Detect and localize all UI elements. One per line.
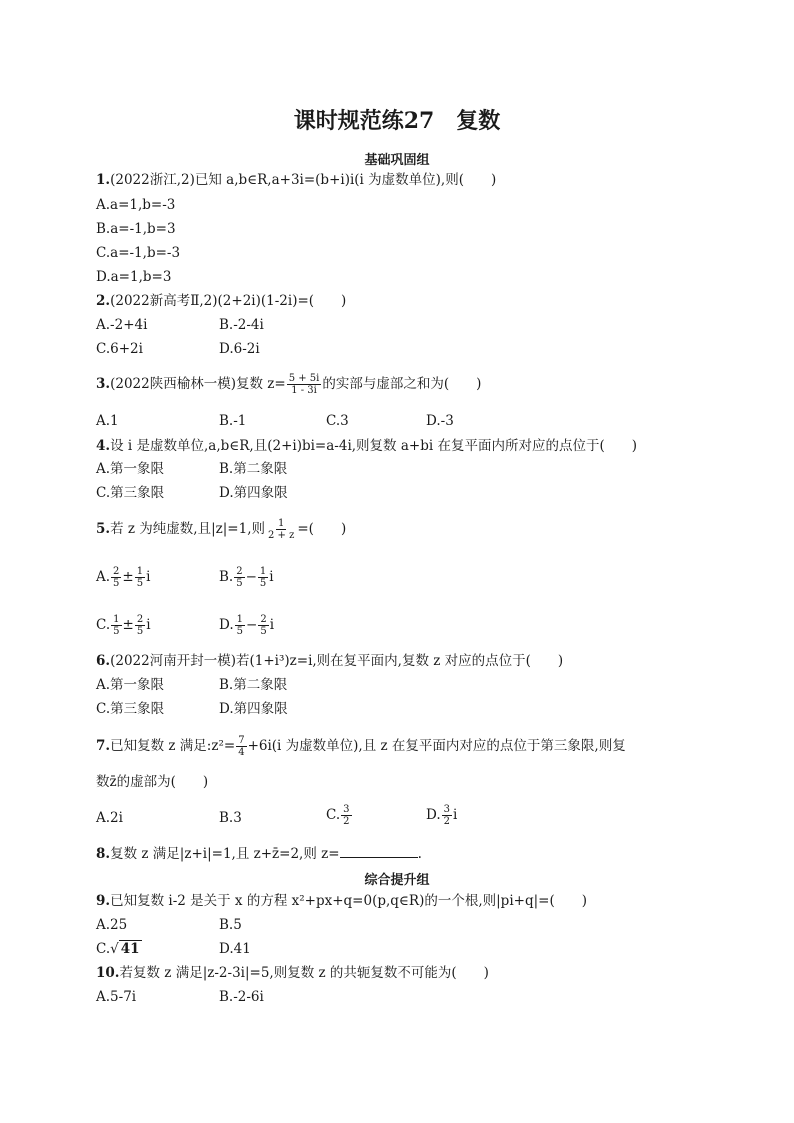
question-5 <box>96 518 346 541</box>
option-label: D. <box>219 617 234 633</box>
fraction-numerator: 1 <box>113 614 120 625</box>
operator: ± <box>122 569 134 585</box>
option-label: C. <box>96 941 111 957</box>
fraction <box>236 735 246 758</box>
q3-option-a: A.1 <box>96 413 119 429</box>
section-advanced-heading: 综合提升组 <box>364 873 430 888</box>
option-label: D. <box>426 807 441 823</box>
fraction-numerator: 5 + 5i <box>288 373 320 384</box>
fraction-denominator: 5 <box>113 626 120 637</box>
fraction-denominator: 5 <box>136 626 144 637</box>
q3-option-c: C.3 <box>326 413 349 429</box>
q6-option-c: C.第三象限 <box>96 701 165 717</box>
q4-option-d: D.第四象限 <box>219 485 288 501</box>
imaginary-unit: i <box>269 617 275 633</box>
fraction-numerator: 1 <box>259 566 267 577</box>
fraction-denominator: 5 <box>236 578 243 589</box>
fraction <box>287 373 322 396</box>
fraction-numerator: 7 <box>238 735 245 746</box>
q5-option-d <box>219 614 274 637</box>
question-number: 10. <box>96 965 120 981</box>
q2-option-b: B.-2-4i <box>219 317 264 333</box>
question-stem: (2022浙江,2)已知 a,b∈R,a+3i=(b+i)i(i 为虚数单位),则( ) <box>110 172 497 188</box>
question-stem-end: =( ) <box>297 521 347 537</box>
fraction <box>258 614 268 637</box>
page-title: 课时规范练27 复数 <box>293 108 501 134</box>
q1-option-b: B.a=-1,b=3 <box>96 221 176 237</box>
q7-option-c <box>326 804 353 827</box>
question-1 <box>96 171 496 189</box>
question-stem: 复数 z 满足|z+i|=1,且 z+z̄=2,则 z= <box>110 846 340 862</box>
question-number: 7. <box>96 738 111 754</box>
question-number: 4. <box>96 438 111 454</box>
question-9 <box>96 892 587 910</box>
question-stem: (2022新高考Ⅱ,2)(2+2i)(1-2i)=( ) <box>110 293 347 309</box>
q2-option-c: C.6+2i <box>96 341 143 357</box>
q9-option-d: D.41 <box>219 941 251 957</box>
fraction <box>111 566 121 589</box>
fraction-numerator: 1 <box>136 566 144 577</box>
question-stem: (2022陕西榆林一模)复数 z= <box>110 376 286 392</box>
operator: − <box>246 617 258 633</box>
option-label: B. <box>219 569 234 585</box>
fraction <box>442 804 452 827</box>
question-number: 8. <box>96 846 111 862</box>
fraction-denominator: 5 <box>136 578 144 589</box>
imaginary-unit: i <box>146 569 151 585</box>
q4-option-b: B.第二象限 <box>219 461 288 477</box>
q5-option-c <box>96 614 151 637</box>
imaginary-unit: i <box>453 807 458 823</box>
fraction-denominator: 2 + z <box>267 530 295 541</box>
question-stem-end: . <box>417 846 422 862</box>
q6-option-d: D.第四象限 <box>219 701 288 717</box>
question-8 <box>96 845 422 863</box>
fraction-numerator: 2 <box>260 614 267 625</box>
question-stem-end: 的实部与虚部之和为( ) <box>322 376 482 392</box>
square-root: √ 41 <box>110 941 140 957</box>
imaginary-unit: i <box>146 617 151 633</box>
fraction-denominator: 4 <box>238 747 245 758</box>
fraction-denominator: 1 - 3i <box>291 385 317 396</box>
q7-option-b: B.3 <box>219 810 242 826</box>
question-7 <box>96 735 626 758</box>
question-stem: 已知复数 i-2 是关于 x 的方程 x²+px+q=0(p,q∈R)的一个根,则|pi+q|=( ) <box>110 893 587 909</box>
radicand: 41 <box>120 941 140 957</box>
option-label: A. <box>96 569 111 585</box>
question-stem: 若 z 为纯虚数,且|z|=1,则 <box>110 521 265 537</box>
fraction-denominator: 5 <box>260 626 267 637</box>
q1-option-d: D.a=1,b=3 <box>96 269 172 285</box>
q4-option-c: C.第三象限 <box>96 485 165 501</box>
fraction-numerator: 3 <box>343 804 350 815</box>
fraction-numerator: 2 <box>136 614 144 625</box>
fraction-numerator: 1 <box>236 614 244 625</box>
question-number: 3. <box>96 376 111 392</box>
q10-option-b: B.-2-6i <box>219 989 264 1005</box>
option-label: C. <box>96 617 111 633</box>
q9-option-a: A.25 <box>96 917 128 933</box>
fraction-numerator: 1 <box>277 518 285 529</box>
q1-option-a: A.a=1,b=-3 <box>96 197 176 213</box>
fraction <box>258 566 268 589</box>
q5-option-b <box>219 566 274 589</box>
fraction <box>341 804 351 827</box>
q3-option-b: B.-1 <box>219 413 247 429</box>
fraction <box>235 614 245 637</box>
fraction-denominator: 2 <box>443 816 451 827</box>
q7-option-a: A.2i <box>96 810 123 826</box>
question-stem: 设 i 是虚数单位,a,b∈R,且(2+i)bi=a-4i,则复数 a+bi 在复平面内所对应的点位于( ) <box>110 438 637 454</box>
q5-option-a <box>96 566 150 589</box>
question-stem: (2022河南开封一模)若(1+i³)z=i,则在复平面内,复数 z 对应的点位于( ) <box>110 653 564 669</box>
q6-option-b: B.第二象限 <box>219 677 288 693</box>
fraction <box>266 518 296 541</box>
question-number: 6. <box>96 653 111 669</box>
answer-blank[interactable] <box>340 845 418 858</box>
question-number: 1. <box>96 172 111 188</box>
q7-stem-line-2: 数z̄的虚部为( ) <box>96 774 209 790</box>
question-4 <box>96 437 637 455</box>
question-number: 2. <box>96 293 111 309</box>
q2-option-a: A.-2+4i <box>96 317 148 333</box>
question-2 <box>96 292 346 310</box>
q6-option-a: A.第一象限 <box>96 677 165 693</box>
fraction <box>234 566 244 589</box>
q4-option-a: A.第一象限 <box>96 461 165 477</box>
option-label: C. <box>326 807 341 823</box>
question-number: 9. <box>96 893 111 909</box>
q3-option-d: D.-3 <box>426 413 454 429</box>
q1-option-c: C.a=-1,b=-3 <box>96 245 181 261</box>
fraction-numerator: 2 <box>236 566 243 577</box>
fraction-numerator: 3 <box>443 804 451 815</box>
operator: ± <box>122 617 134 633</box>
question-stem-end: +6i(i 为虚数单位),且 z 在复平面内对应的点位于第三象限,则复 <box>247 738 626 754</box>
section-basic-heading: 基础巩固组 <box>364 153 430 168</box>
question-10 <box>96 964 489 982</box>
question-6 <box>96 652 563 670</box>
q10-option-a: A.5-7i <box>96 989 137 1005</box>
q7-option-d <box>426 804 457 827</box>
operator: − <box>245 569 257 585</box>
q2-option-d: D.6-2i <box>219 341 260 357</box>
fraction <box>111 614 121 637</box>
question-3 <box>96 373 481 396</box>
fraction-denominator: 2 <box>343 816 350 827</box>
fraction <box>135 614 145 637</box>
q9-option-c <box>96 940 142 958</box>
imaginary-unit: i <box>269 569 274 585</box>
question-number: 5. <box>96 521 111 537</box>
fraction-denominator: 5 <box>236 626 244 637</box>
question-stem: 已知复数 z 满足:z²= <box>110 738 236 754</box>
fraction-denominator: 5 <box>259 578 267 589</box>
fraction-numerator: 2 <box>113 566 120 577</box>
q9-option-b: B.5 <box>219 917 242 933</box>
fraction-denominator: 5 <box>113 578 120 589</box>
question-stem: 若复数 z 满足|z-2-3i|=5,则复数 z 的共轭复数不可能为( ) <box>119 965 489 981</box>
fraction <box>135 566 145 589</box>
